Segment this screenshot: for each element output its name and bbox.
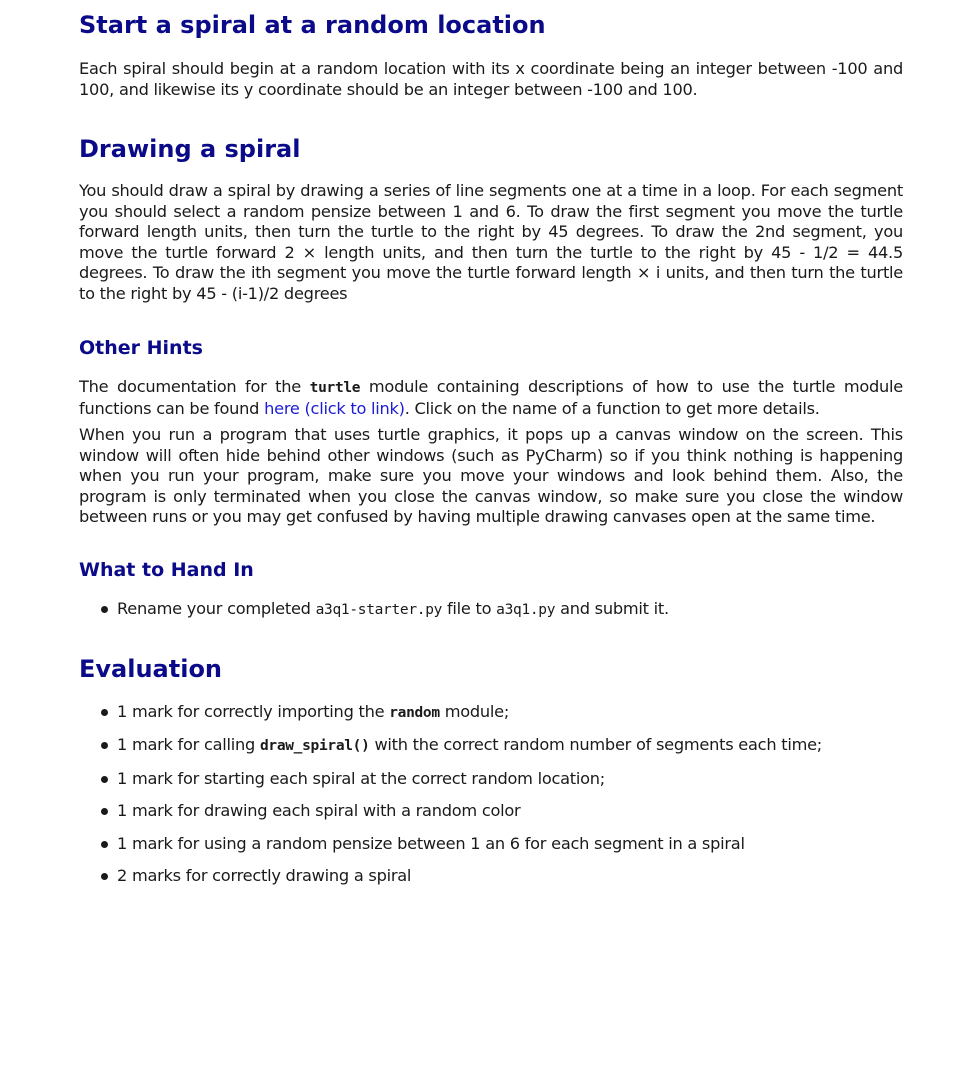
heading-start-spiral: Start a spiral at a random location [79,11,546,39]
list-item [79,599,903,620]
inline-code-submit-file: a3q1.py [496,602,556,618]
inline-code-draw-spiral: draw_spiral() [259,738,370,755]
hints-text-2: module containing descriptions of how to use the turtle module functions can be found [79,377,903,418]
eval-text-5: 1 mark for using a random pensize between 1 an 6 for each segment in a spiral [117,833,745,853]
evaluation-list [79,702,903,886]
hints-text-3: . Click on the name of a function to get more details. [404,398,820,418]
hand-in-list [79,599,903,620]
handin-text-3: and submit it. [555,599,669,618]
eval-text-6: 2 marks for correctly drawing a spiral [117,865,412,885]
eval-text-1b: module; [439,702,510,721]
inline-code-starter-file: a3q1-starter.py [315,602,443,618]
list-item [79,834,903,854]
list-item [79,702,903,723]
eval-text-1a: 1 mark for correctly importing the [117,702,390,721]
hints-text-1: The documentation for the [79,377,310,396]
eval-text-4: 1 mark for drawing each spiral with a random color [117,801,521,821]
inline-code-turtle: turtle [309,380,361,396]
inline-code-random: random [389,705,440,721]
paragraph-hints-documentation [79,377,903,419]
handin-text-2: file to [442,599,497,618]
heading-drawing-spiral: Drawing a spiral [79,135,301,163]
eval-text-2b: with the correct random number of segments each time; [369,735,823,755]
paragraph-hints-canvas: When you run a program that uses turtle graphics, it pops up a canvas window on the screen. This window will often hide behind other windows (such as PyCharm) so if you think nothing is happening when you run your program, make sure you move your windows and look behind them. Also, the program is only terminated when you close the canvas window, so make sure you close the window between runs or you may get confused by having multiple drawing canvases open at the same time. [79,425,903,526]
paragraph-drawing-spiral: You should draw a spiral by drawing a series of line segments one at a time in a loop. For each segment you should select a random pensize between 1 and 6. To draw the first segment you move the turtle forward length units, then turn the turtle to the right by 45 degrees. To draw the 2nd segment, you move the turtle forward 2 × length units, and then turn the turtle to the right by 45 - 1/2 = 44.5 degrees. To draw the ith segment you move the turtle forward length × i units, and then turn the turtle to the right by 45 - (i-1)/2 degrees [79,181,903,303]
heading-what-to-hand-in: What to Hand In [79,559,254,581]
handin-text-1: Rename your completed [117,599,316,618]
paragraph-start-spiral: Each spiral should begin at a random location with its x coordinate being an integer between -100 and 100, and likewise its y coordinate should be an integer between -100 and 100. [79,59,903,99]
eval-text-3: 1 mark for starting each spiral at the correct random location; [117,768,606,788]
heading-evaluation: Evaluation [79,655,223,683]
list-item [79,735,903,756]
list-item [79,769,903,789]
list-item [79,801,903,821]
documentation-link[interactable]: here (click to link) [264,398,405,418]
heading-other-hints: Other Hints [79,337,203,359]
list-item [79,866,903,886]
eval-text-2a: 1 mark for calling [117,735,260,755]
